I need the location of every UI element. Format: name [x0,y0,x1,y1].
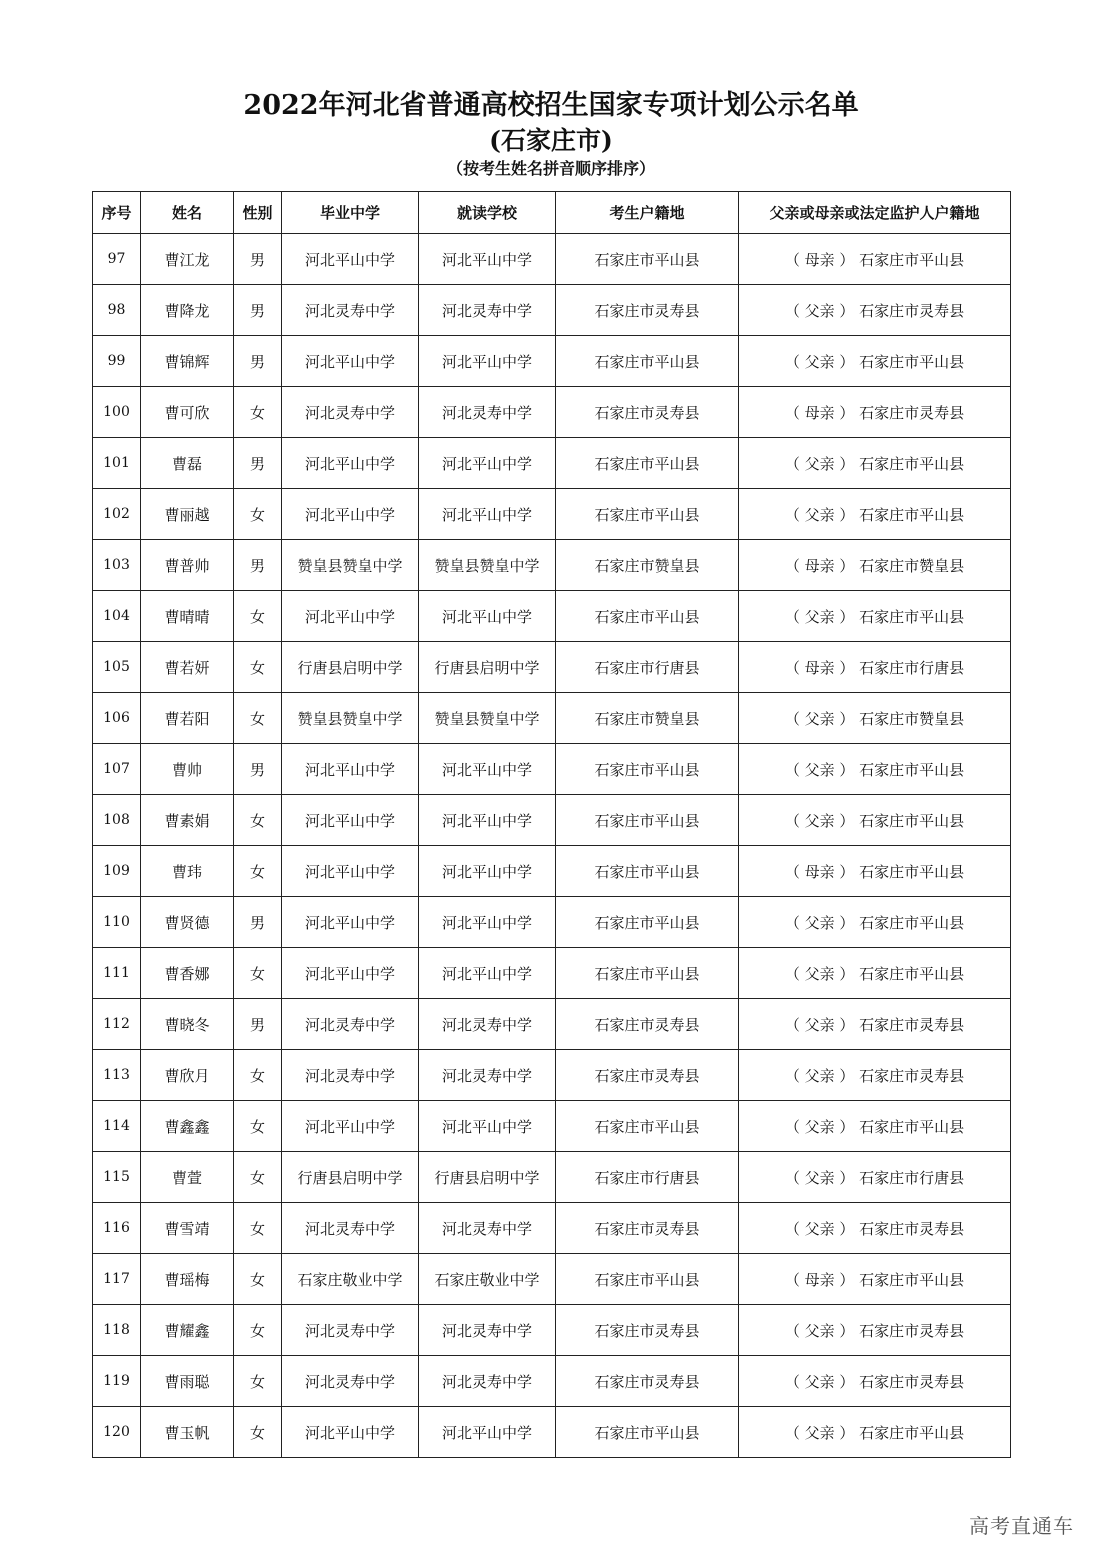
cell-guardian-residence: （ 母亲 ） 石家庄市赞皇县 [739,540,1011,591]
cell-current-school: 河北灵寿中学 [419,999,556,1050]
cell-student-residence: 石家庄市平山县 [556,795,739,846]
cell-serial: 109 [93,846,141,897]
cell-name: 曹江龙 [141,234,234,285]
cell-student-residence: 石家庄市灵寿县 [556,1356,739,1407]
cell-gender: 女 [234,1305,282,1356]
cell-guardian-residence: （ 父亲 ） 石家庄市灵寿县 [739,1050,1011,1101]
table-row [93,234,1011,285]
cell-guardian-residence: （ 父亲 ） 石家庄市灵寿县 [739,1203,1011,1254]
cell-guardian-residence: （ 父亲 ） 石家庄市平山县 [739,897,1011,948]
cell-graduation-school: 河北平山中学 [282,846,419,897]
cell-gender: 男 [234,234,282,285]
cell-name: 曹欣月 [141,1050,234,1101]
cell-gender: 男 [234,438,282,489]
table-row [93,540,1011,591]
table-row [93,1305,1011,1356]
table-row [93,1203,1011,1254]
cell-name: 曹玮 [141,846,234,897]
cell-current-school: 河北平山中学 [419,897,556,948]
cell-current-school: 赞皇县赞皇中学 [419,693,556,744]
cell-graduation-school: 河北平山中学 [282,1101,419,1152]
cell-graduation-school: 河北平山中学 [282,744,419,795]
roster-table [92,191,1011,1458]
table-row [93,1254,1011,1305]
cell-name: 曹贤德 [141,897,234,948]
cell-gender: 男 [234,540,282,591]
table-row [93,693,1011,744]
cell-current-school: 河北灵寿中学 [419,1305,556,1356]
table-row [93,948,1011,999]
cell-guardian-residence: （ 母亲 ） 石家庄市行唐县 [739,642,1011,693]
cell-student-residence: 石家庄市平山县 [556,489,739,540]
cell-serial: 97 [93,234,141,285]
cell-serial: 118 [93,1305,141,1356]
cell-graduation-school: 河北平山中学 [282,234,419,285]
cell-guardian-residence: （ 母亲 ） 石家庄市平山县 [739,1254,1011,1305]
table-row [93,591,1011,642]
cell-gender: 女 [234,591,282,642]
watermark: 高考直通车 [969,1514,1074,1538]
document-title: 2022年河北省普通高校招生国家专项计划公示名单 [243,90,859,121]
cell-current-school: 河北平山中学 [419,438,556,489]
cell-student-residence: 石家庄市平山县 [556,744,739,795]
cell-current-school: 河北灵寿中学 [419,387,556,438]
cell-student-residence: 石家庄市行唐县 [556,1152,739,1203]
cell-name: 曹帅 [141,744,234,795]
cell-serial: 102 [93,489,141,540]
cell-graduation-school: 赞皇县赞皇中学 [282,540,419,591]
cell-name: 曹可欣 [141,387,234,438]
cell-student-residence: 石家庄市平山县 [556,336,739,387]
cell-gender: 女 [234,1407,282,1458]
cell-student-residence: 石家庄市平山县 [556,234,739,285]
cell-name: 曹晴晴 [141,591,234,642]
cell-current-school: 石家庄敬业中学 [419,1254,556,1305]
cell-serial: 99 [93,336,141,387]
cell-name: 曹耀鑫 [141,1305,234,1356]
cell-current-school: 河北平山中学 [419,489,556,540]
cell-graduation-school: 河北灵寿中学 [282,387,419,438]
table-row [93,438,1011,489]
table-row [93,1050,1011,1101]
cell-graduation-school: 河北平山中学 [282,591,419,642]
cell-gender: 女 [234,1203,282,1254]
table-row [93,846,1011,897]
cell-gender: 女 [234,846,282,897]
cell-current-school: 河北平山中学 [419,795,556,846]
cell-graduation-school: 河北灵寿中学 [282,1203,419,1254]
cell-student-residence: 石家庄市平山县 [556,1254,739,1305]
cell-serial: 104 [93,591,141,642]
cell-student-residence: 石家庄市平山县 [556,438,739,489]
table-row [93,795,1011,846]
cell-graduation-school: 河北平山中学 [282,897,419,948]
cell-guardian-residence: （ 父亲 ） 石家庄市平山县 [739,336,1011,387]
cell-name: 曹若妍 [141,642,234,693]
cell-current-school: 河北灵寿中学 [419,1050,556,1101]
table-row [93,1407,1011,1458]
cell-guardian-residence: （ 母亲 ） 石家庄市灵寿县 [739,387,1011,438]
cell-student-residence: 石家庄市平山县 [556,846,739,897]
cell-serial: 105 [93,642,141,693]
cell-graduation-school: 行唐县启明中学 [282,642,419,693]
cell-graduation-school: 河北平山中学 [282,489,419,540]
cell-student-residence: 石家庄市灵寿县 [556,1203,739,1254]
cell-name: 曹鑫鑫 [141,1101,234,1152]
cell-guardian-residence: （ 父亲 ） 石家庄市平山县 [739,489,1011,540]
cell-graduation-school: 河北灵寿中学 [282,1050,419,1101]
cell-graduation-school: 石家庄敬业中学 [282,1254,419,1305]
cell-serial: 111 [93,948,141,999]
cell-graduation-school: 河北灵寿中学 [282,1356,419,1407]
table-row [93,1152,1011,1203]
cell-name: 曹锦辉 [141,336,234,387]
table-row [93,642,1011,693]
cell-guardian-residence: （ 父亲 ） 石家庄市平山县 [739,1407,1011,1458]
sort-note: （按考生姓名拼音顺序排序） [446,159,655,178]
cell-current-school: 河北平山中学 [419,336,556,387]
cell-gender: 女 [234,642,282,693]
cell-current-school: 河北平山中学 [419,846,556,897]
cell-name: 曹玉帆 [141,1407,234,1458]
cell-graduation-school: 河北灵寿中学 [282,999,419,1050]
header-student-residence: 考生户籍地 [556,192,739,234]
cell-current-school: 行唐县启明中学 [419,642,556,693]
cell-serial: 106 [93,693,141,744]
cell-current-school: 河北平山中学 [419,591,556,642]
cell-student-residence: 石家庄市平山县 [556,1101,739,1152]
cell-student-residence: 石家庄市赞皇县 [556,693,739,744]
cell-serial: 103 [93,540,141,591]
header-serial: 序号 [93,192,141,234]
cell-name: 曹素娟 [141,795,234,846]
cell-guardian-residence: （ 母亲 ） 石家庄市平山县 [739,846,1011,897]
cell-guardian-residence: （ 父亲 ） 石家庄市平山县 [739,948,1011,999]
cell-name: 曹瑶梅 [141,1254,234,1305]
cell-serial: 108 [93,795,141,846]
header-current-school: 就读学校 [419,192,556,234]
table-row [93,744,1011,795]
cell-serial: 116 [93,1203,141,1254]
cell-graduation-school: 行唐县启明中学 [282,1152,419,1203]
cell-guardian-residence: （ 父亲 ） 石家庄市平山县 [739,438,1011,489]
cell-name: 曹普帅 [141,540,234,591]
table-row [93,387,1011,438]
cell-gender: 男 [234,285,282,336]
cell-name: 曹萱 [141,1152,234,1203]
header-guardian-residence: 父亲或母亲或法定监护人户籍地 [739,192,1011,234]
cell-guardian-residence: （ 父亲 ） 石家庄市灵寿县 [739,1305,1011,1356]
cell-guardian-residence: （ 父亲 ） 石家庄市平山县 [739,744,1011,795]
cell-current-school: 河北灵寿中学 [419,285,556,336]
cell-guardian-residence: （ 父亲 ） 石家庄市平山县 [739,795,1011,846]
header-row [93,192,1011,234]
cell-serial: 120 [93,1407,141,1458]
cell-gender: 男 [234,744,282,795]
cell-serial: 117 [93,1254,141,1305]
cell-serial: 119 [93,1356,141,1407]
cell-serial: 113 [93,1050,141,1101]
cell-gender: 女 [234,489,282,540]
cell-name: 曹丽越 [141,489,234,540]
cell-current-school: 河北平山中学 [419,744,556,795]
cell-student-residence: 石家庄市灵寿县 [556,1305,739,1356]
cell-student-residence: 石家庄市赞皇县 [556,540,739,591]
cell-graduation-school: 河北平山中学 [282,438,419,489]
cell-serial: 110 [93,897,141,948]
cell-name: 曹晓冬 [141,999,234,1050]
cell-graduation-school: 河北灵寿中学 [282,285,419,336]
cell-gender: 女 [234,1101,282,1152]
cell-gender: 女 [234,1356,282,1407]
cell-gender: 女 [234,948,282,999]
cell-guardian-residence: （ 父亲 ） 石家庄市赞皇县 [739,693,1011,744]
cell-current-school: 河北平山中学 [419,234,556,285]
cell-current-school: 河北灵寿中学 [419,1203,556,1254]
cell-serial: 114 [93,1101,141,1152]
table-row [93,1356,1011,1407]
cell-serial: 107 [93,744,141,795]
table-row [93,999,1011,1050]
cell-student-residence: 石家庄市平山县 [556,1407,739,1458]
table-row [93,489,1011,540]
cell-graduation-school: 河北灵寿中学 [282,1305,419,1356]
cell-current-school: 赞皇县赞皇中学 [419,540,556,591]
cell-gender: 男 [234,999,282,1050]
cell-student-residence: 石家庄市灵寿县 [556,387,739,438]
header-graduation-school: 毕业中学 [282,192,419,234]
cell-current-school: 河北平山中学 [419,948,556,999]
cell-gender: 女 [234,795,282,846]
cell-student-residence: 石家庄市平山县 [556,591,739,642]
cell-gender: 男 [234,897,282,948]
cell-name: 曹降龙 [141,285,234,336]
cell-serial: 112 [93,999,141,1050]
cell-serial: 101 [93,438,141,489]
header-gender: 性别 [234,192,282,234]
cell-student-residence: 石家庄市行唐县 [556,642,739,693]
cell-student-residence: 石家庄市灵寿县 [556,999,739,1050]
cell-serial: 100 [93,387,141,438]
cell-graduation-school: 赞皇县赞皇中学 [282,693,419,744]
cell-student-residence: 石家庄市平山县 [556,948,739,999]
cell-gender: 女 [234,1152,282,1203]
cell-student-residence: 石家庄市灵寿县 [556,1050,739,1101]
cell-current-school: 行唐县启明中学 [419,1152,556,1203]
cell-guardian-residence: （ 父亲 ） 石家庄市灵寿县 [739,285,1011,336]
cell-serial: 98 [93,285,141,336]
table-row [93,336,1011,387]
cell-guardian-residence: （ 父亲 ） 石家庄市行唐县 [739,1152,1011,1203]
cell-guardian-residence: （ 父亲 ） 石家庄市灵寿县 [739,999,1011,1050]
cell-gender: 女 [234,1254,282,1305]
cell-student-residence: 石家庄市灵寿县 [556,285,739,336]
cell-guardian-residence: （ 父亲 ） 石家庄市灵寿县 [739,1356,1011,1407]
cell-gender: 女 [234,693,282,744]
cell-current-school: 河北平山中学 [419,1407,556,1458]
cell-current-school: 河北平山中学 [419,1101,556,1152]
cell-current-school: 河北灵寿中学 [419,1356,556,1407]
header-name: 姓名 [141,192,234,234]
table-row [93,1101,1011,1152]
cell-gender: 女 [234,387,282,438]
cell-gender: 男 [234,336,282,387]
cell-name: 曹若阳 [141,693,234,744]
cell-name: 曹雪靖 [141,1203,234,1254]
document-subtitle: (石家庄市) [489,126,613,155]
cell-graduation-school: 河北平山中学 [282,336,419,387]
cell-guardian-residence: （ 父亲 ） 石家庄市平山县 [739,591,1011,642]
table-row [93,285,1011,336]
cell-name: 曹磊 [141,438,234,489]
cell-graduation-school: 河北平山中学 [282,1407,419,1458]
cell-name: 曹香娜 [141,948,234,999]
table-row [93,897,1011,948]
cell-student-residence: 石家庄市平山县 [556,897,739,948]
cell-name: 曹雨聪 [141,1356,234,1407]
cell-graduation-school: 河北平山中学 [282,795,419,846]
cell-serial: 115 [93,1152,141,1203]
cell-graduation-school: 河北平山中学 [282,948,419,999]
cell-guardian-residence: （ 母亲 ） 石家庄市平山县 [739,234,1011,285]
cell-gender: 女 [234,1050,282,1101]
cell-guardian-residence: （ 父亲 ） 石家庄市平山县 [739,1101,1011,1152]
